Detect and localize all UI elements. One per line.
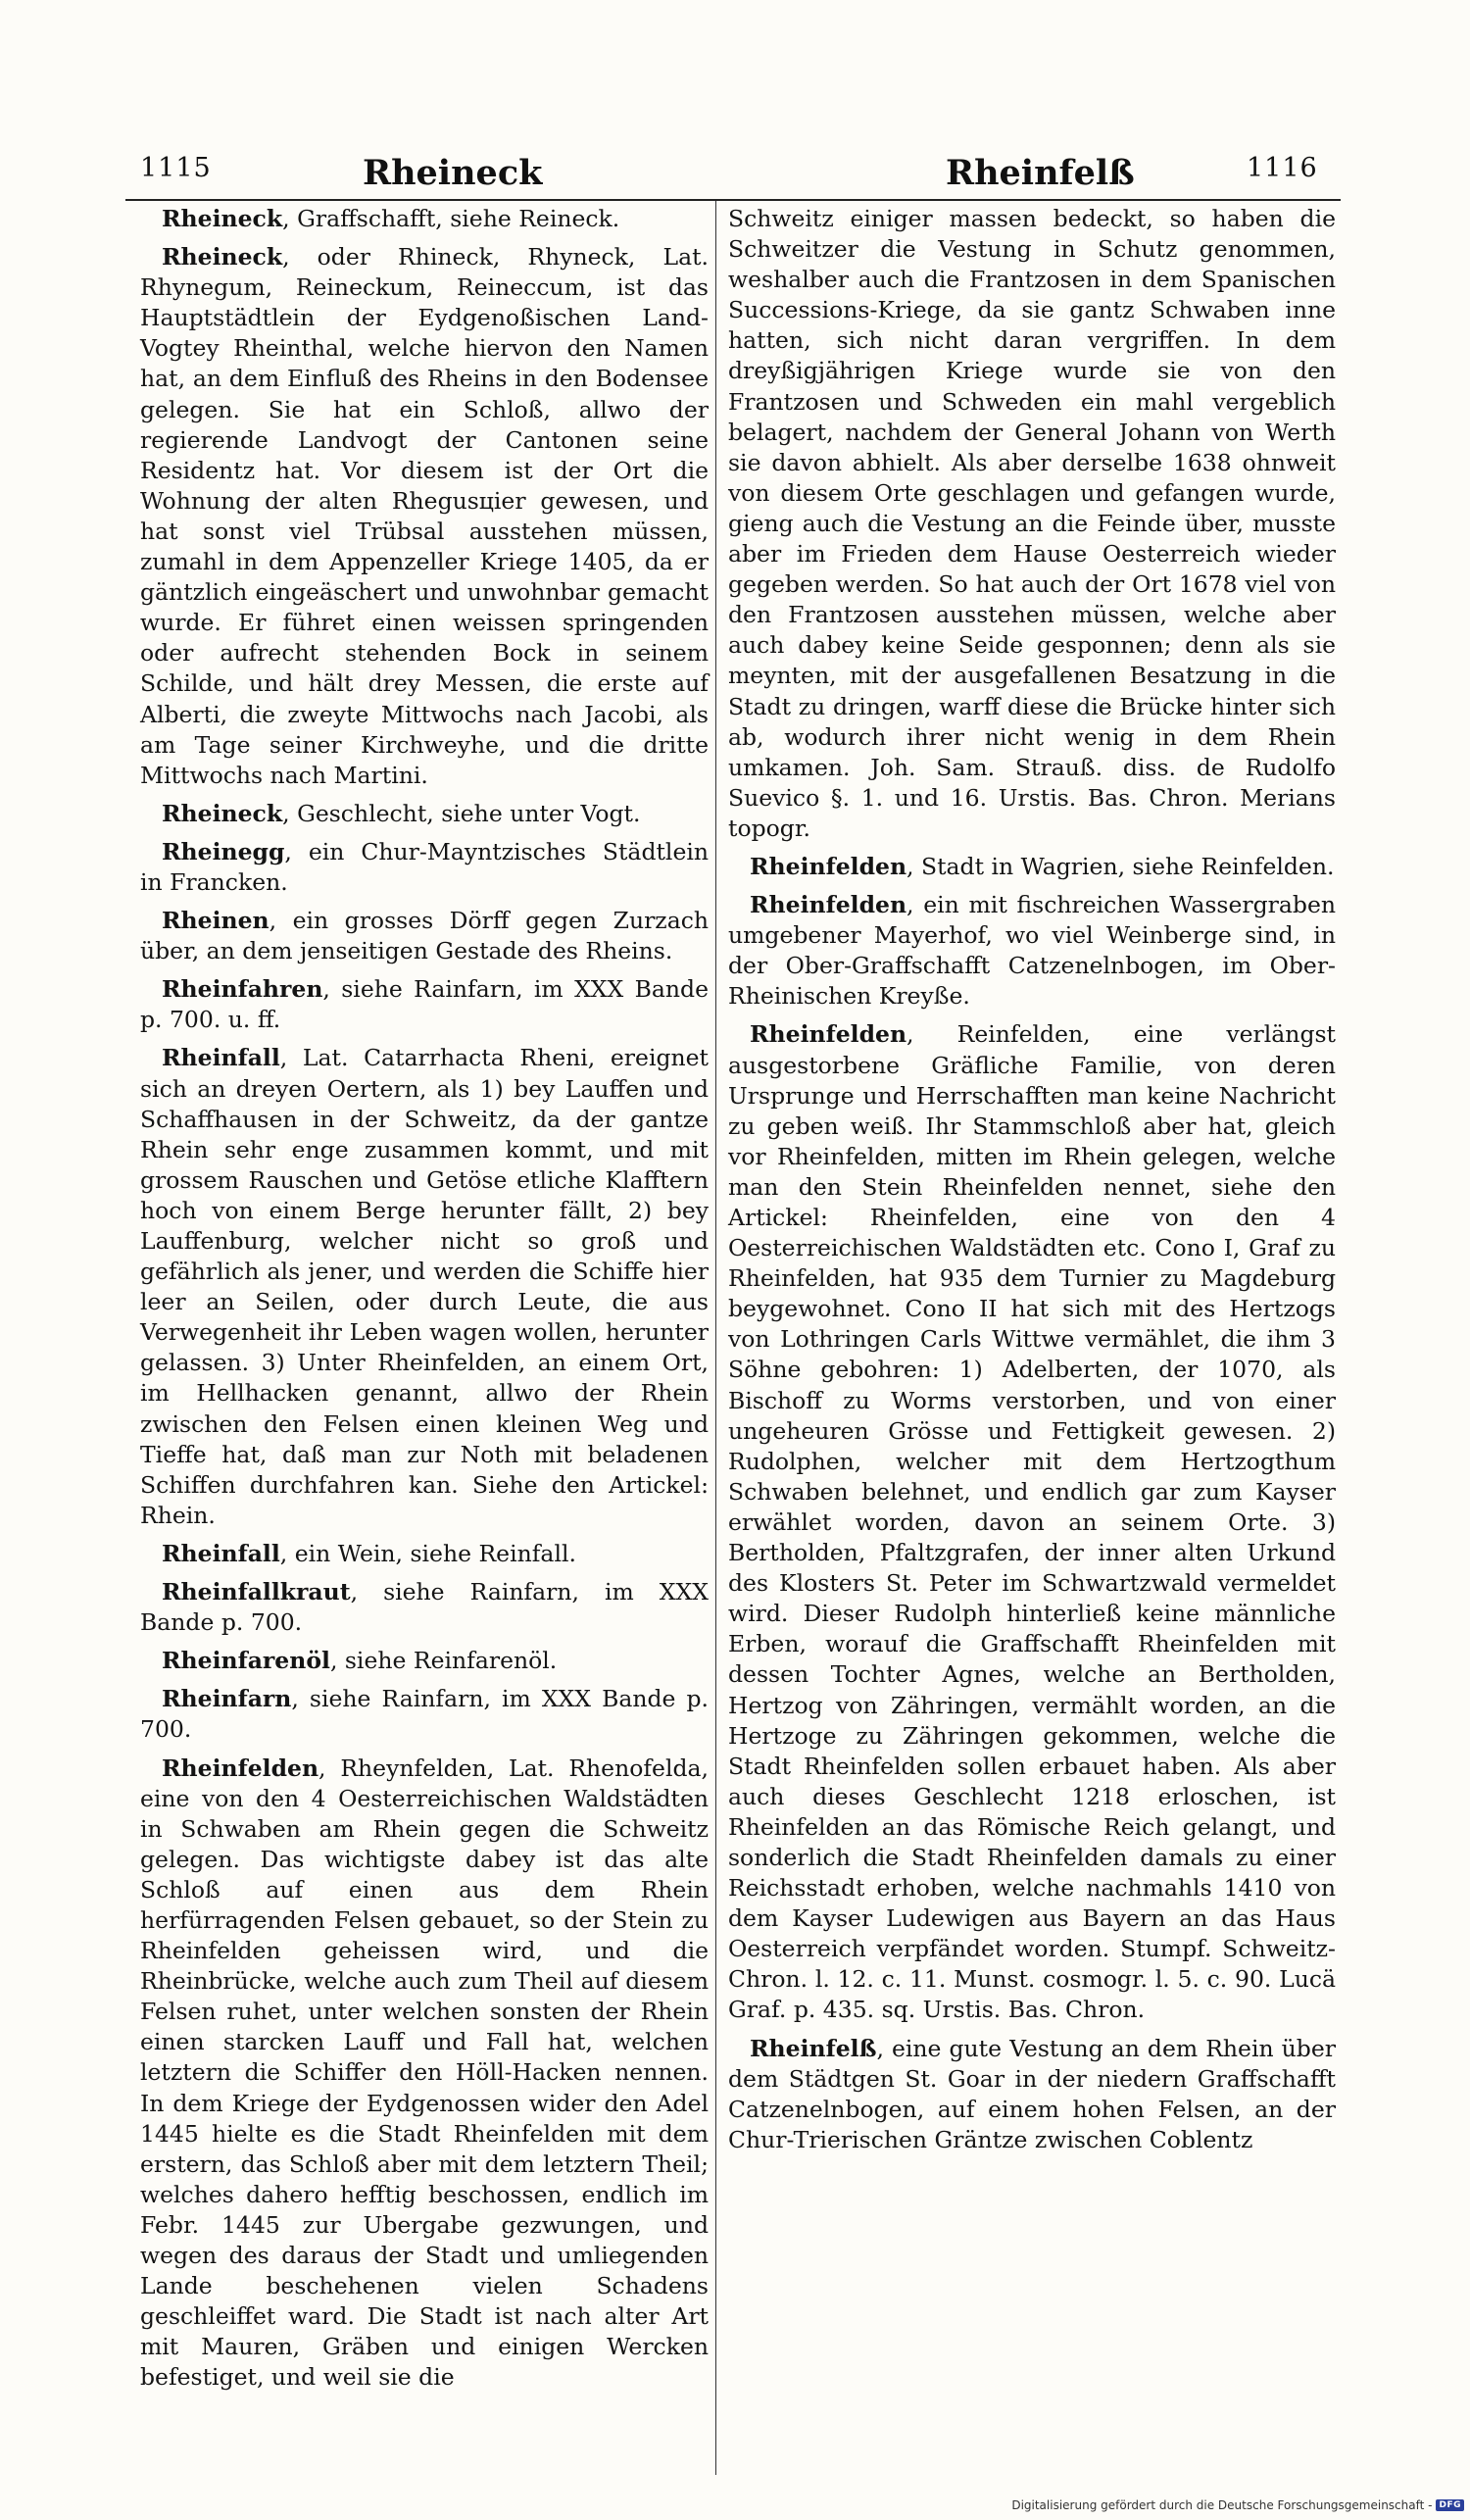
entry-headword: Rheinfahren bbox=[162, 975, 323, 1004]
left-column bbox=[140, 204, 709, 2396]
dictionary-entry bbox=[728, 890, 1336, 1012]
footer-text: Digitalisierung gefördert durch die Deutsche Forschungsgemeinschaft - bbox=[1011, 2498, 1433, 2512]
dictionary-entry bbox=[140, 906, 709, 966]
dictionary-entry bbox=[140, 799, 709, 829]
page-number-right: 1116 bbox=[1247, 153, 1318, 183]
entry-text: , ein mit fischreichen Wassergraben umgebener Mayerhof, wo viel Weinberge sind, in der Ober-Graffschafft Catzenelnbogen, im Ober-Rheinischen Kreyße. bbox=[728, 891, 1336, 1011]
catchword-right: Rheinfelß bbox=[946, 153, 1135, 193]
entry-text: , Lat. Catarrhacta Rheni, ereignet sich an dreyen Oertern, als 1) bey Lauffen und Schaffhausen in der Schweitz, da der gantze Rhein sehr enge zusammen kommt, und mit grossem Rauschen und Getöse etliche Klafftern hoch von einem Berge herunter fällt, 2) bey Lauffenburg, welcher nicht so groß und gefährlich als jener, und werden die Schiffe hier leer an Seilen, oder durch Leute, die aus Verwegenheit ihr Leben wagen wollen, herunter gelassen. 3) Unter Rheinfelden, an einem Ort, im Hellhacken genannt, allwo der Rhein zwischen den Felsen einen kleinen Weg und Tieffe hat, daß man zur Noth mit beladenen Schiffen durchfahren kan. Siehe den Artickel: Rhein. bbox=[140, 1044, 709, 1529]
entry-headword: Rheinfall bbox=[162, 1539, 280, 1567]
entry-text: , siehe Rainfarn, im XXX Bande p. 700. u. ff. bbox=[140, 975, 709, 1034]
page-number-left: 1115 bbox=[140, 153, 212, 183]
entry-headword: Rheinfelden bbox=[750, 891, 907, 919]
entry-text: , ein Wein, siehe Reinfall. bbox=[279, 1539, 576, 1567]
dictionary-entry bbox=[140, 242, 709, 791]
entry-text: , eine gute Vestung an dem Rhein über dem Städtgen St. Goar in der niedern Graffschafft Catzenelnbogen, auf einem hohen Felsen, an der Chur-Trierischen Gräntze zwischen Coblentz bbox=[728, 2034, 1336, 2153]
entry-headword: Rheinen bbox=[162, 907, 270, 935]
dictionary-entry bbox=[140, 1043, 709, 1531]
dictionary-entry bbox=[728, 1019, 1336, 2025]
entry-headword: Rheineck bbox=[162, 243, 283, 272]
entry-headword: Rheinfelden bbox=[162, 1754, 319, 1782]
entry-headword: Rheinfarn bbox=[162, 1685, 292, 1713]
dictionary-entry bbox=[140, 1754, 709, 2394]
entry-headword: Rheinfelden bbox=[750, 1020, 907, 1049]
dictionary-entry bbox=[728, 852, 1336, 882]
dfg-logo: DFG bbox=[1436, 2499, 1464, 2511]
header-rule bbox=[125, 199, 1341, 201]
dictionary-entry bbox=[140, 1684, 709, 1745]
digitization-footer bbox=[1011, 2498, 1464, 2512]
entry-text: , Rheynfelden, Lat. Rhenofelda, eine von den 4 Oesterreichischen Waldstädten in Schwaben am Rhein gegen die Schweitz gelegen. Das wichtigste dabey ist das alte Schloß auf einen aus dem Rhein herfürragenden Felsen gebauet, so der Stein zu Rheinfelden geheissen wird, und die Rheinbrücke, welche auch zum Theil auf diesem Felsen ruhet, unter welchen sonsten der Rhein einen starcken Lauff und Fall hat, welchen letztern die Schiffer den Höll-Hacken nennen. In dem Kriege der Eydgenossen wider den Adel 1445 hielte es die Stadt Rheinfelden mit dem erstern, das Schloß aber mit dem letztern Theil; welches dahero hefftig beschossen, endlich im Febr. 1445 zur Ubergabe gezwungen, und wegen des daraus der Stadt und umliegenden Lande beschehenen vielen Schadens geschleiffet ward. Die Stadt ist nach alter Art mit Mauren, Gräben und einigen Wercken befestiget, und weil sie die bbox=[140, 1754, 709, 2392]
entry-headword: Rheinfarenöl bbox=[162, 1647, 330, 1675]
entry-headword: Rheineck bbox=[162, 799, 283, 827]
entry-text: Schweitz einiger massen bedeckt, so haben die Schweitzer die Vestung in Schutz genommen, weshalber auch die Frantzosen in dem Spanischen Successions-Kriege, da sie gantz Schwaben inne hatten, sich nicht daran vergriffen. In dem dreyßigjährigen Kriege wurde sie von den Frantzosen und Schweden ein mahl vergeblich belagert, nachdem der General Johann von Werth sie davon abhielt. Als aber derselbe 1638 ohnweit von diesem Orte geschlagen und gefangen wurde, gieng auch die Vestung an die Feinde über, musste aber im Frieden dem Hause Oesterreich wieder gegeben werden. So hat auch der Ort 1678 viel von den Frantzosen ausstehen müssen, welche aber auch dabey keine Seide gesponnen; denn als sie meynten, mit der ausgefallenen Besatzung in die Stadt zu dringen, warff diese die Brücke hinter sich ab, wodurch ihrer nicht wenig in dem Rhein umkamen. Joh. Sam. Strauß. diss. de Rudolfo Suevico §. 1. und 16. Urstis. Bas. Chron. Merians topogr. bbox=[728, 205, 1336, 842]
right-column bbox=[728, 204, 1336, 2158]
entry-text: , siehe Rainfarn, im XXX Bande p. 700. bbox=[140, 1578, 709, 1637]
catchword-left: Rheineck bbox=[363, 153, 543, 193]
dictionary-entry bbox=[140, 837, 709, 898]
entry-text: , Graffschafft, siehe Reineck. bbox=[282, 205, 620, 232]
entry-text: , oder Rhineck, Rhyneck, Lat. Rhynegum, Reineckum, Reineccum, ist das Hauptstädtlein der Eydgenoßischen Land-Vogtey Rheinthal, welche hiervon den Namen hat, an dem Einfluß des Rheins in den Bodensee gelegen. Sie hat ein Schloß, allwo der regierende Landvogt der Cantonen seine Residentz hat. Vor diesem ist der Ort die Wohnung der alten Rhegusцier gewesen, und hat sonst viel Trübsal ausstehen müssen, zumahl in dem Appenzeller Kriege 1405, da er gäntzlich eingeäschert und unwohnbar gemacht wurde. Er führet einen weissen springenden oder aufrecht stehenden Bock in seinem Schilde, und hält drey Messen, die erste auf Alberti, die zweyte Mittwochs nach Jacobi, als am Tage seiner Kirchweyhe, und die dritte Mittwochs nach Martini. bbox=[140, 243, 709, 789]
entry-headword: Rheinfelß bbox=[750, 2034, 877, 2062]
entry-text: , Stadt in Wagrien, siehe Reinfelden. bbox=[906, 852, 1335, 880]
entry-headword: Rheinfallkraut bbox=[162, 1578, 351, 1606]
column-divider bbox=[715, 201, 716, 2475]
entry-text: , siehe Rainfarn, im XXX Bande p. 700. bbox=[140, 1685, 709, 1744]
dictionary-entry bbox=[728, 204, 1336, 844]
dictionary-entry bbox=[140, 204, 709, 234]
entry-text: , Geschlecht, siehe unter Vogt. bbox=[282, 799, 641, 827]
entry-text: , ein Chur-Mayntzisches Städtlein in Francken. bbox=[140, 837, 709, 896]
entry-text: , Reinfelden, eine verlängst ausgestorbene Gräfliche Familie, von deren Ursprunge und Herrschafften man keine Nachricht zu geben weiß. Ihr Stammschloß aber hat, gleich vor Rheinfelden, mitten im Rhein gelegen, welche man den Stein Rheinfelden nennet, siehe den Artickel: Rheinfelden, eine von den 4 Oesterreichischen Waldstädten etc. Cono I, Graf zu Rheinfelden, hat 935 dem Turnier zu Magdeburg beygewohnet. Cono II hat sich mit des Hertzogs von Lothringen Carls Wittwe vermählet, die ihm 3 Söhne gebohren: 1) Adelberten, der 1070, als Bischoff zu Worms verstorben, und von einer ungeheuren Grösse und Fettigkeit gewesen. 2) Rudolphen, welcher mit dem Hertzogthum Schwaben belehnet, und endlich gar zum Kayser erwählet worden, davon an seinem Orte. 3) Bertholden, Pfaltzgrafen, der inner alten Urkund des Klosters St. Peter im Schwartzwald vermeldet wird. Dieser Rudolph hinterließ keine männliche Erben, worauf die Graffschafft Rheinfelden mit dessen Tochter Agnes, welche an Bertholden, Hertzog von Zähringen, vermählt worden, an die Hertzoge zu Zähringen gekommen, welche die Stadt Rheinfelden sollen erbauet haben. Als aber auch dieses Geschlecht 1218 erloschen, ist Rheinfelden an das Römische Reich gelangt, und sonderlich die Stadt Rheinfelden damals zu einer Reichsstadt erhoben, welche nachmahls 1410 von dem Kayser Ludewigen aus Bayern an das Haus Oesterreich verpfändet worden. Stumpf. Schweitz-Chron. l. 12. c. 11. Munst. cosmogr. l. 5. c. 90. Lucä Graf. p. 435. sq. Urstis. Bas. Chron. bbox=[728, 1020, 1336, 2024]
entry-headword: Rheinegg bbox=[162, 837, 285, 865]
dictionary-entry bbox=[140, 1539, 709, 1569]
dictionary-entry bbox=[140, 1577, 709, 1638]
entry-headword: Rheinfelden bbox=[750, 852, 907, 880]
dictionary-entry bbox=[140, 1646, 709, 1676]
entry-text: , ein grosses Dörff gegen Zurzach über, an dem jenseitigen Gestade des Rheins. bbox=[140, 907, 709, 965]
entry-headword: Rheinfall bbox=[162, 1044, 280, 1072]
dictionary-entry bbox=[140, 974, 709, 1035]
entry-text: , siehe Reinfarenöl. bbox=[329, 1647, 558, 1675]
entry-headword: Rheineck bbox=[162, 205, 283, 232]
dictionary-entry bbox=[728, 2034, 1336, 2155]
